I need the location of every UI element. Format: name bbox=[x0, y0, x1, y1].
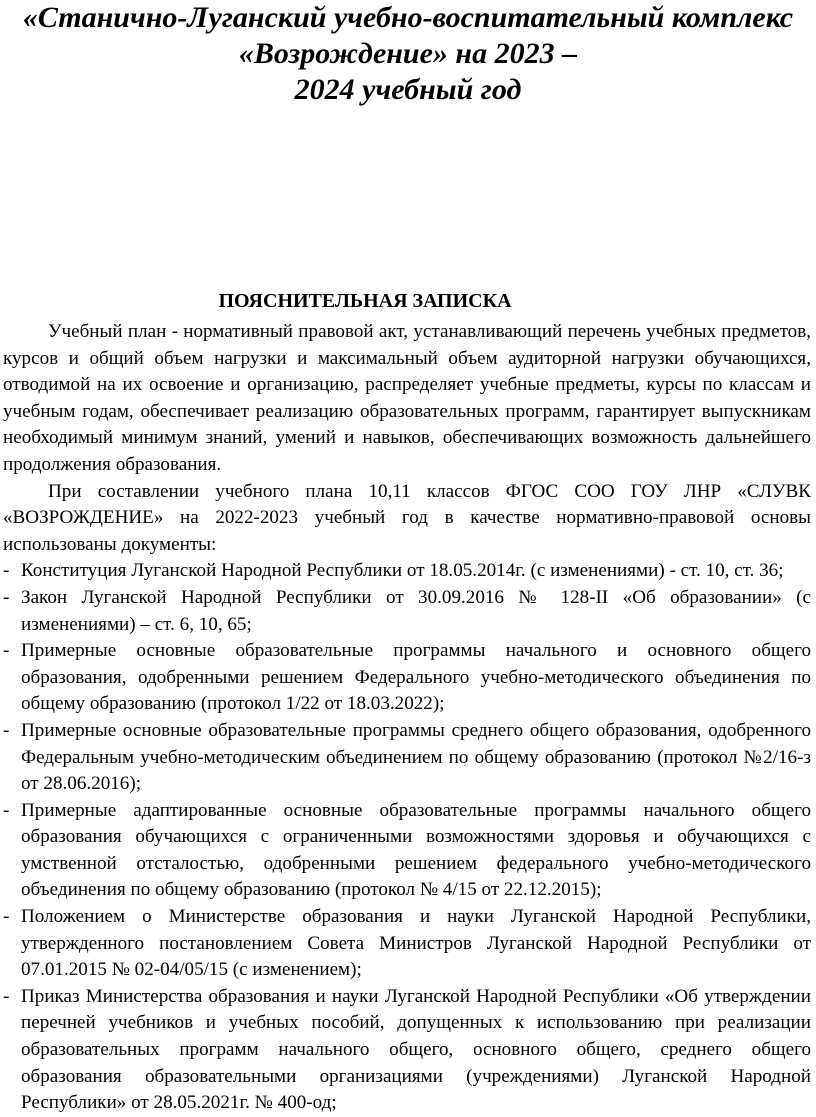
list-item bbox=[3, 984, 811, 1117]
list-dash: - bbox=[3, 586, 10, 608]
list-item-text: Положением о Министерстве образования и науки Луганской Народной Республики, утвержденного постановлением Совета Министров Луганской Народной Республики от 07.01.2015 № 02-04/05/15 (с изменением); bbox=[21, 906, 811, 981]
title-line-3: 2024 учебный год bbox=[294, 73, 522, 106]
list-item-text: Приказ Министерства образования и науки Луганской Народной Республики «Об утверждении перечней учебников и учебных пособий, допущенных к использованию при реализации образовательных программ начального общего, основного общего, среднего общего образования образовательными организациями (учреждениями) Луганской Народной Республики» от 28.05.2021г. № 400-од; bbox=[21, 985, 811, 1114]
paragraph-curriculum-definition: Учебный план - нормативный правовой акт, устанавливающий перечень учебных предметов, курсов и общий объем нагрузки и максимальный объем аудиторной нагрузки обучающихся, отводимой на их освоение и организацию, распределяет учебные предметы, курсы по классам и учебным годам, обеспечивает реализацию образовательных программ, гарантирует выпускникам необходимый минимум знаний, умений и навыков, обеспечивающих возможность дальнейшего продолжения образования. bbox=[3, 321, 811, 475]
list-item-text: Примерные адаптированные основные образовательные программы начального общего образования обучающихся с ограниченными возможностями здоровья и обучающихся с умственной отсталостью, одобренными решением федерального учебно-методического объединения по общему образованию (протокол № 4/15 от 22.12.2015); bbox=[21, 799, 811, 901]
list-dash: - bbox=[3, 906, 10, 928]
list-item bbox=[3, 585, 811, 638]
list-item bbox=[3, 798, 811, 904]
title-line-2: «Возрождение» на 2023 – bbox=[238, 37, 578, 70]
list-dash: - bbox=[3, 560, 10, 582]
legal-documents-list bbox=[3, 558, 811, 1116]
list-item bbox=[3, 558, 811, 585]
list-item-text: Конституция Луганской Народной Республики от 18.05.2014г. (с изменениями) - ст. 10, ст. 36; bbox=[21, 560, 784, 582]
list-dash: - bbox=[3, 985, 10, 1007]
section-heading: ПОЯСНИТЕЛЬНАЯ ЗАПИСКА bbox=[218, 290, 512, 312]
document-body bbox=[3, 319, 811, 1117]
list-dash: - bbox=[3, 799, 10, 821]
title-line-1: «Станично-Луганский учебно-воспитательный комплекс bbox=[22, 1, 794, 34]
list-item-text: Закон Луганской Народной Республики от 30.09.2016 № 128-II «Об образовании» (с изменениями) – ст. 6, 10, 65; bbox=[21, 586, 811, 635]
paragraph-legal-basis: При составлении учебного плана 10,11 классов ФГОС СОО ГОУ ЛНР «СЛУВК «ВОЗРОЖДЕНИЕ» на 2022-2023 учебный год в качестве нормативно-правовой основы использованы документы: bbox=[3, 480, 811, 555]
list-dash: - bbox=[3, 640, 10, 662]
list-item bbox=[3, 718, 811, 798]
list-item-text: Примерные основные образовательные программы среднего общего образования, одобренного Федеральным учебно-методическим объединением по общему образованию (протокол №2/16-з от 28.06.2016); bbox=[21, 719, 811, 795]
list-item bbox=[3, 904, 811, 984]
list-dash: - bbox=[3, 719, 10, 741]
list-item bbox=[3, 638, 811, 718]
document-title bbox=[0, 0, 816, 108]
list-item-text: Примерные основные образовательные программы начального и основного общего образования, одобренными решением Федерального учебно-методического объединения по общему образованию (протокол 1/22 от 18.03.2022); bbox=[21, 640, 811, 715]
